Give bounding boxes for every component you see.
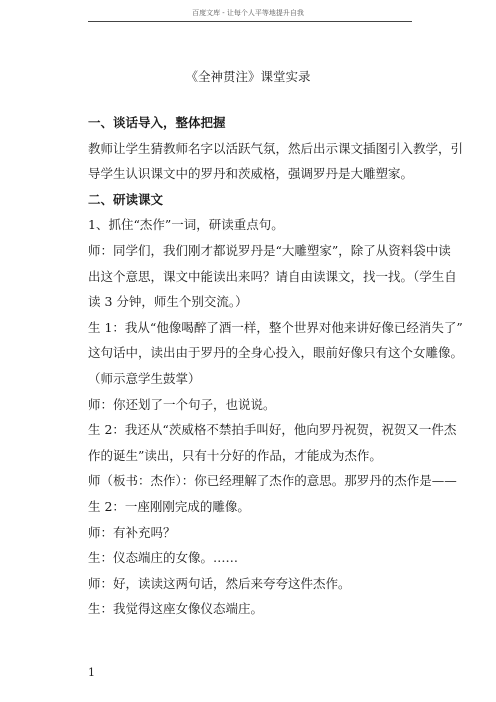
header-divider	[88, 21, 412, 22]
body-line: 师（板书：杰作）：你已经理解了杰作的意思。那罗丹的杰作是——	[88, 473, 457, 489]
body-line: 生 2：我还从“茨威格不禁拍手叫好，他向罗丹祝贺，祝贺又一件杰	[88, 422, 457, 438]
body-line: 生 2：一座刚刚完成的雕像。	[88, 498, 250, 514]
body-line: 作的诞生”读出，只有十分好的作品，才能成为杰作。	[88, 447, 382, 463]
body-line: 读 3 分钟，师生个别交流。）	[88, 294, 248, 310]
body-line: 师：你还划了一个句子，也说说。	[88, 396, 276, 412]
body-line: 生：仪态端庄的女像。……	[88, 550, 239, 566]
section-heading: 一、谈话导入，整体把握	[88, 115, 226, 130]
body-line: 教师让学生猜教师名字以活跃气氛，然后出示课文插图引入教学，引	[88, 140, 464, 156]
body-line: 这句话中，读出由于罗丹的全身心投入，眼前好像只有这个女雕像。	[88, 345, 464, 361]
body-line: 师：同学们，我们刚才都说罗丹是“大雕塑家”，除了从资料袋中读	[88, 242, 451, 258]
section-heading: 二、研读课文	[88, 191, 164, 207]
body-line: 导学生认识课文中的罗丹和茨威格，强调罗丹是大雕塑家。	[88, 166, 414, 182]
body-line: （师示意学生鼓掌）	[88, 370, 201, 386]
document-title: 《全神贯注》课堂实录	[185, 69, 311, 84]
page-number: 1	[88, 666, 95, 679]
page-header: 百度文库 - 让每个人平等地提升自我	[192, 9, 304, 17]
body-line: 师：有补充吗？	[88, 524, 176, 540]
body-line: 师：好，读读这两句话，然后来夸夸这件杰作。	[88, 575, 351, 591]
document-body	[88, 110, 464, 622]
body-line: 1、抓住“杰作”一词，研读重点句。	[88, 217, 284, 233]
body-line: 生：我觉得这座女像仪态端庄。	[88, 601, 264, 617]
body-line: 生 1：我从“他像喝醉了酒一样，整个世界对他来讲好像已经消失了”	[88, 319, 463, 335]
body-line: 出这个意思，课文中能读出来吗？请自由读课文，找一找。（学生自	[88, 268, 457, 284]
